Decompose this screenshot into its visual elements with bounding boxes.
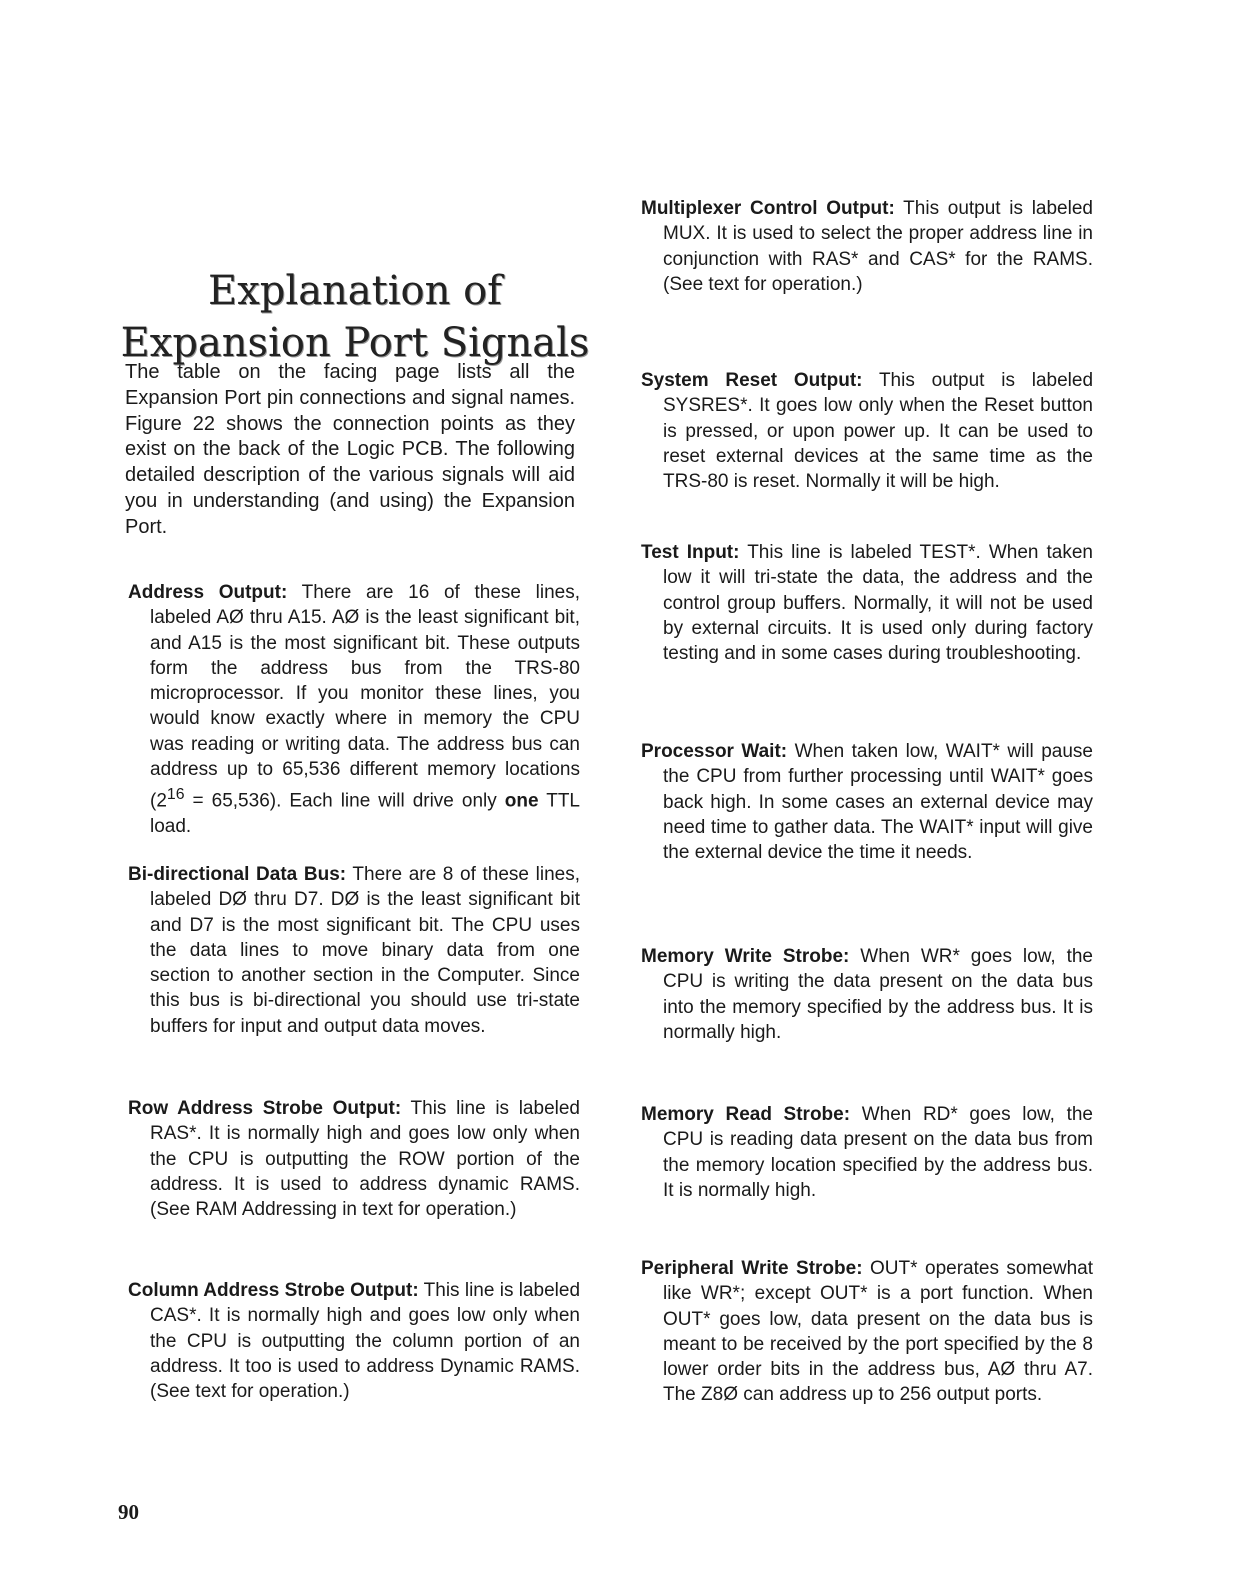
signal-entry-sysres [641, 368, 1093, 494]
intro-paragraph: The table on the facing page lists all the Expansion Port pin connections and signal names. Figure 22 shows the connection points as they exist on the back of the Logic PCB. The following detailed description of the various signals will aid you in understanding (and using) the Expansion Port. [125, 361, 575, 538]
emphasis: one [504, 790, 539, 812]
page-number: 90 [118, 1500, 139, 1524]
signal-entry-mux [641, 196, 1093, 297]
signal-entry-wait [641, 739, 1093, 865]
signal-term: Row Address Strobe Output: [128, 1098, 402, 1119]
signal-entry-data-bus [128, 862, 580, 1039]
signal-description-end: TTL load. [150, 790, 580, 837]
signal-entry-wr [641, 944, 1093, 1045]
signal-description: When taken low, WAIT* will pause the CPU from further processing until WAIT* goes back high. In some cases an external device may need time to gather data. The WAIT* input will give the external device the time it needs. [663, 741, 1093, 864]
signal-description: There are 8 of these lines, labeled DØ thru D7. DØ is the least significant bit and D7 is the most significant bit. The CPU uses the data lines to move binary data from one section to another section in the Computer. Since this bus is bi-directional you should use tri-state buffers for input and output data moves. [150, 864, 580, 1037]
signal-description-cont: = 65,536). Each line will drive only [184, 790, 505, 812]
signal-description: This line is labeled RAS*. It is normally high and goes low only when the CPU is outputting the ROW portion of the address. It is used to address dynamic RAMS. (See RAM Addressing in text for operation.) [150, 1098, 580, 1221]
page-title [120, 265, 590, 369]
page-title-line-1: Explanation of [208, 267, 502, 314]
signal-description: When RD* goes low, the CPU is reading data present on the data bus from the memory location specified by the address bus. It is normally high. [663, 1104, 1093, 1201]
signal-description: This output is labeled MUX. It is used to select the proper address line in conjunction with RAS* and CAS* for the RAMS. (See text for operation.) [663, 198, 1093, 295]
signal-term: Address Output: [128, 582, 288, 603]
signal-description: When WR* goes low, the CPU is writing the data present on the data bus into the memory specified by the address bus. It is normally high. [663, 946, 1093, 1043]
signal-entry-out [641, 1256, 1093, 1408]
signal-term: Memory Read Strobe: [641, 1104, 851, 1125]
signal-term: System Reset Output: [641, 370, 863, 391]
signal-description: This output is labeled SYSRES*. It goes low only when the Reset button is pressed, or upon power up. It can be used to reset external devices at the same time as the TRS-80 is reset. Normally it will be high. [663, 370, 1094, 493]
signal-entry-rd [641, 1102, 1093, 1203]
signal-description: There are 16 of these lines, labeled AØ thru A15. AØ is the least significant bit, and A15 is the most significant bit. These outputs form the address bus from the TRS-80 microprocessor. If you monitor these lines, you would know exactly where in memory the CPU was reading or writing data. The address bus can address up to 65,536 different memory locations (2 [150, 582, 581, 812]
signal-entry-ras [128, 1096, 580, 1222]
signal-term: Processor Wait: [641, 741, 788, 762]
signal-entry-address-output [128, 580, 580, 839]
exponent: 16 [166, 786, 185, 804]
signal-term: Peripheral Write Strobe: [641, 1258, 863, 1279]
signal-term: Bi-directional Data Bus: [128, 864, 347, 885]
signal-description: This line is labeled TEST*. When taken low it will tri-state the data, the address and the control group buffers. Normally, it will not be used by external circuits. It is used only during factory testing and in some cases during troubleshooting. [663, 542, 1093, 665]
signal-entry-test [641, 540, 1093, 666]
signal-description: OUT* operates somewhat like WR*; except OUT* is a port function. When OUT* goes low, data present on the data bus is meant to be received by the port specified by the 8 lower order bits in the address bus, AØ thru A7. The Z8Ø can address up to 256 output ports. [663, 1258, 1094, 1406]
signal-term: Column Address Strobe Output: [128, 1280, 419, 1301]
page-title-line-2: Expansion Port Signals [120, 319, 590, 366]
signal-description: This line is labeled CAS*. It is normally high and goes low only when the CPU is outputting the column portion of an address. It too is used to address Dynamic RAMS. (See text for operation.) [150, 1280, 581, 1403]
signal-entry-cas [128, 1278, 580, 1404]
signal-term: Multiplexer Control Output: [641, 198, 895, 219]
signal-term: Memory Write Strobe: [641, 946, 850, 967]
signal-term: Test Input: [641, 542, 740, 563]
